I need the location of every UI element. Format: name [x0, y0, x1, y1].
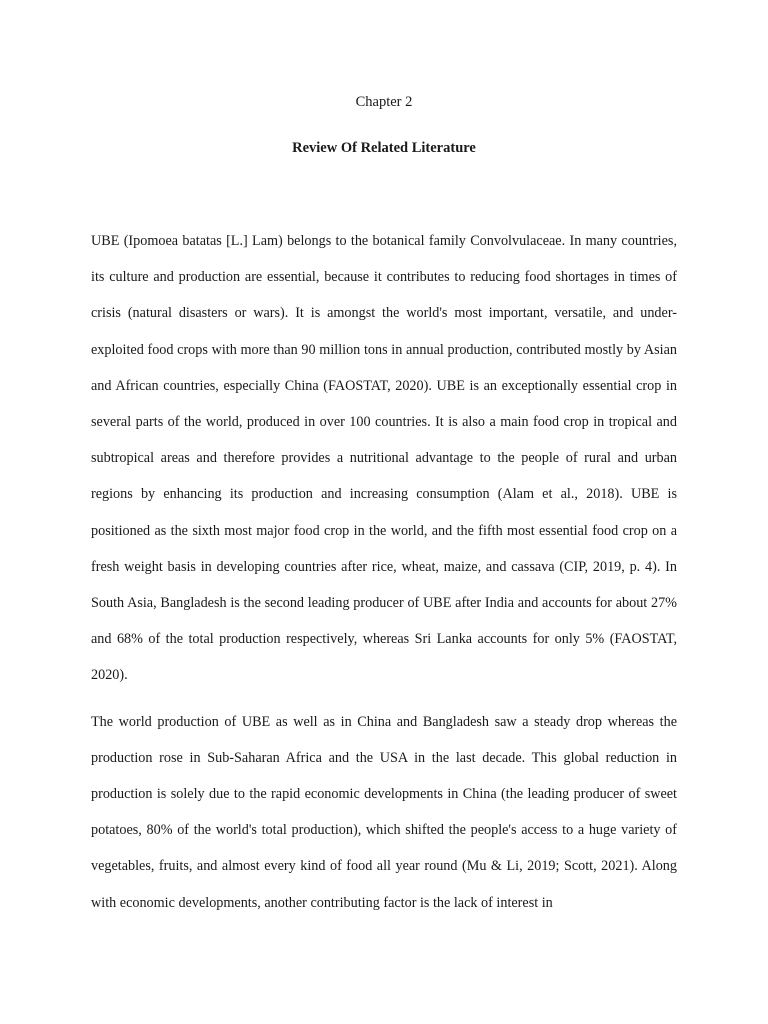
body-text — [91, 223, 677, 921]
chapter-heading: Chapter 2 — [355, 94, 413, 110]
paragraph: UBE (Ipomoea batatas [L.] Lam) belongs to the botanical family Convolvulaceae. In many countries, its culture and production are essential, because it contributes to reducing food shortages in times of crisis (natural disasters or wars). It is amongst the world's most important, versatile, and under-exploited food crops with more than 90 million tons in annual production, contributed mostly by Asian and African countries, especially China (FAOSTAT, 2020). UBE is an exceptionally essential crop in several parts of the world, produced in over 100 countries. It is also a main food crop in tropical and subtropical areas and therefore provides a nutritional advantage to the people of rural and urban regions by enhancing its production and increasing consumption (Alam et al., 2018). UBE is positioned as the sixth most major food crop in the world, and the fifth most essential food crop on a fresh weight basis in developing countries after rice, wheat, maize, and cassava (CIP, 2019, p. 4). In South Asia, Bangladesh is the second leading producer of UBE after India and accounts for about 27% and 68% of the total production respectively, whereas Sri Lanka accounts for only 5% (FAOSTAT, 2020). — [91, 233, 677, 684]
section-title: Review Of Related Literature — [292, 140, 476, 156]
paragraph: The world production of UBE as well as in China and Bangladesh saw a steady drop whereas the production rose in Sub-Saharan Africa and the USA in the last decade. This global reduction in production is solely due to the rapid economic developments in China (the leading producer of sweet potatoes, 80% of the world's total production), which shifted the people's access to a huge variety of vegetables, fruits, and almost every kind of food all year round (Mu & Li, 2019; Scott, 2021). Along with economic developments, another contributing factor is the lack of interest in — [91, 713, 677, 911]
